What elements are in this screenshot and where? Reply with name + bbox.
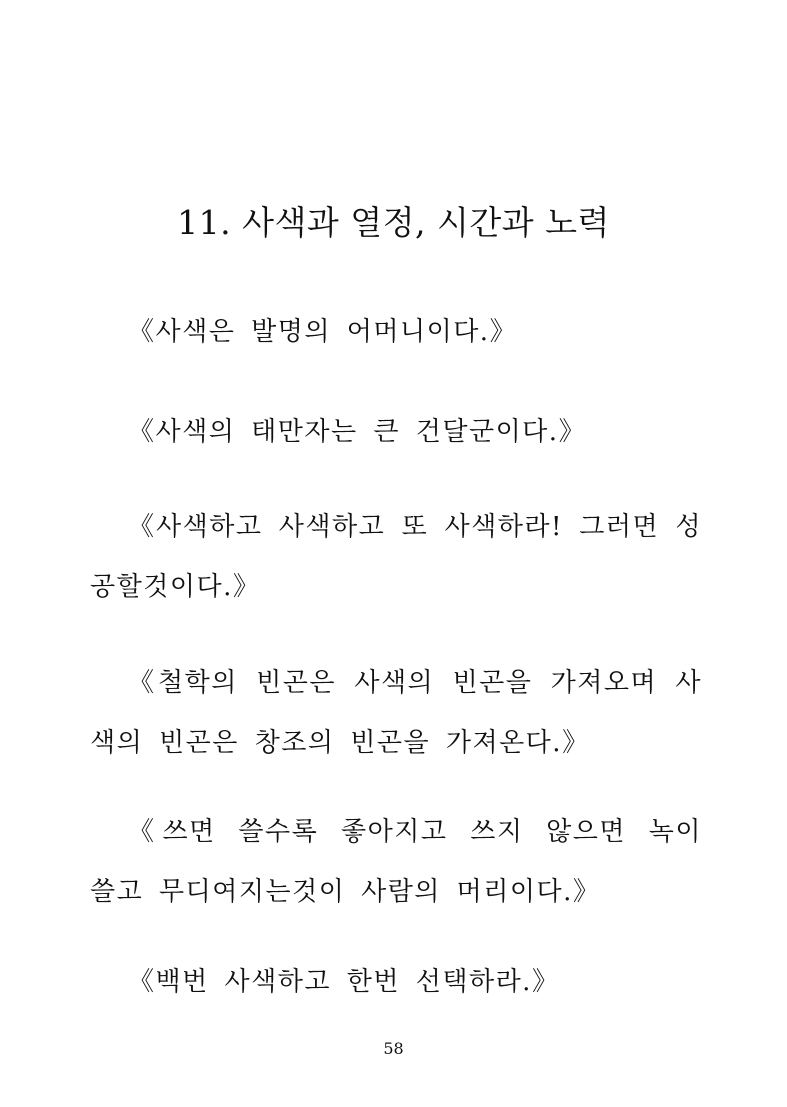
- quote-paragraph-3: 《사색하고 사색하고 또 사색하라! 그러면 성공할것이다.》: [90, 512, 702, 602]
- quote-paragraph-2: 《사색의 태만자는 큰 건달군이다.》: [128, 417, 587, 447]
- quote-paragraph-6: 《백번 사색하고 한번 선택하라.》: [128, 967, 560, 997]
- page-number: 58: [383, 1039, 404, 1058]
- quote-paragraph-5: 《쓰면 쓸수록 좋아지고 쓰지 않으면 녹이 쓸고 무디여지는것이 사람의 머리이다.》: [90, 817, 702, 907]
- quote-paragraph-4: 《철학의 빈곤은 사색의 빈곤을 가져오며 사색의 빈곤은 창조의 빈곤을 가져온다.》: [90, 668, 702, 758]
- section-title: 11. 사색과 열정, 시간과 노력: [177, 203, 610, 242]
- quote-paragraph-1: 《사색은 발명의 어머니이다.》: [128, 317, 518, 347]
